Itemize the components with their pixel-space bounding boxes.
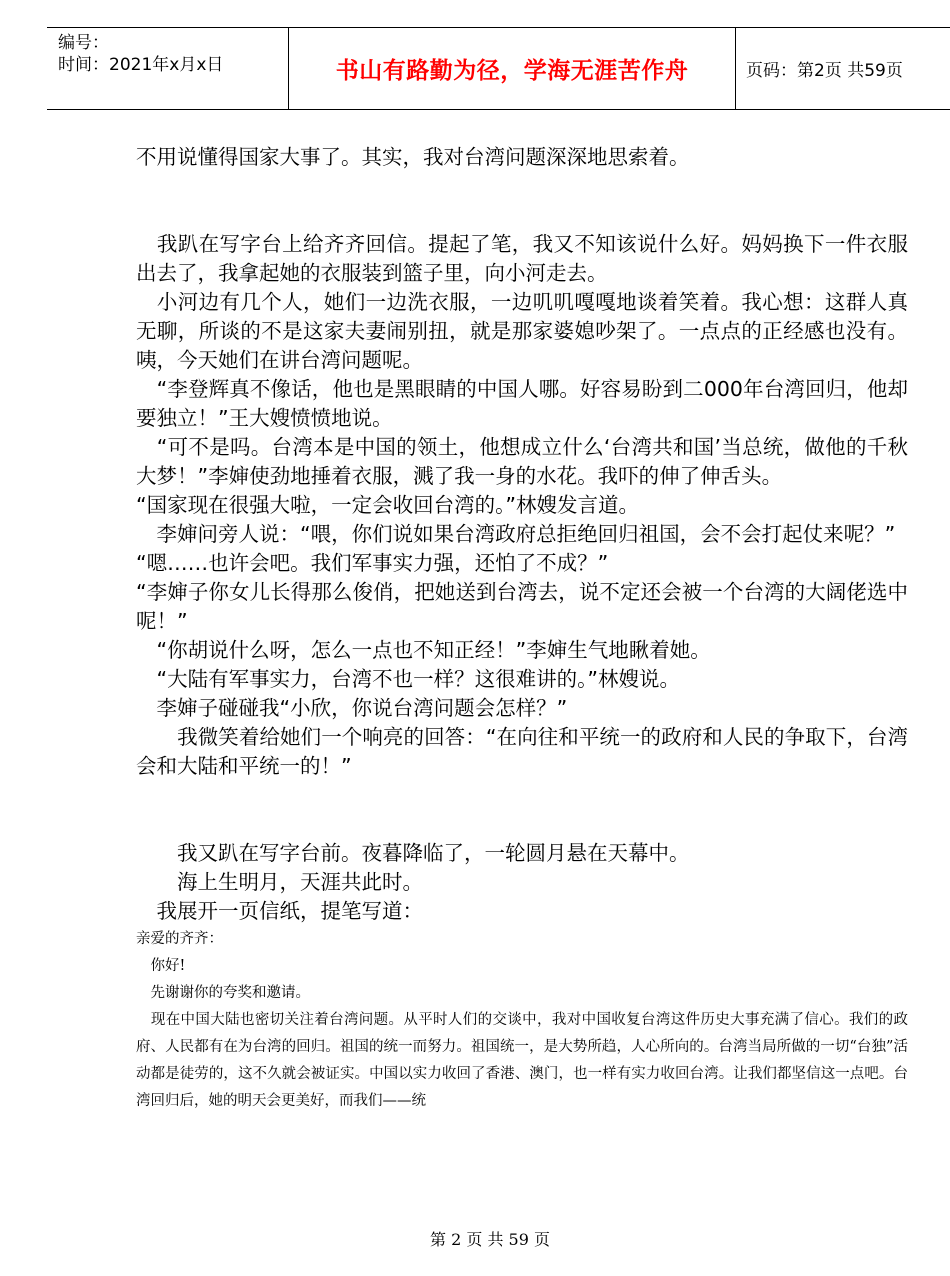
body-paragraph: 不用说懂得国家大事了。其实，我对台湾问题深深地思索着。 — [136, 145, 690, 169]
body-paragraph: “你胡说什么呀，怎么一点也不知正经！”李婶生气地瞅着她。 — [136, 638, 711, 662]
letter-salutation: 亲爱的齐齐： — [136, 931, 223, 947]
header-page-label: 页码：第2页 共59页 — [746, 61, 903, 81]
body-paragraph: “大陆有军事实力，台湾不也一样？这很难讲的。”林嫂说。 — [136, 667, 680, 691]
body-paragraph: 我趴在写字台上给齐齐回信。提起了笔，我又不知该说什么好。妈妈换下一件衣服出去了，我拿起她的衣服装到篮子里，向小河走去。 — [136, 232, 908, 285]
letter-thanks: 先谢谢你的夸奖和邀请。 — [136, 985, 310, 1001]
number-label: 编号： — [58, 33, 109, 53]
body-paragraph: “李婶子你女儿长得那么俊俏，把她送到台湾去，说不定还会被一个台湾的大阔佬选中呢！” — [136, 580, 908, 633]
body-paragraph: 李婶问旁人说：“喂，你们说如果台湾政府总拒绝回归祖国，会不会打起仗来呢？” — [136, 522, 896, 546]
body-paragraph: 我又趴在写字台前。夜暮降临了，一轮圆月悬在天幕中。 — [136, 841, 690, 865]
body-paragraph: 我展开一页信纸，提笔写道： — [136, 899, 423, 923]
body-paragraph: 海上生明月，天涯共此时。 — [136, 870, 423, 894]
letter-text: 现在中国大陆也密切关注着台湾问题。从平时人们的交谈中，我对中国收复台湾这件历史大事充满了信心。我们的政府、人民都有在为台湾的回归。祖国的统一而努力。祖国统一，是大势所趋，人心所向的。台湾当局所做的一切“台独”活动都是徒劳的，这不久就会被证实。中国以实力收回了香港、澳门，也一样有实力收回台湾。让我们都坚信这一点吧。台湾回归后，她的明天会更美好，而我们——统 — [136, 1012, 908, 1109]
body-paragraph: 小河边有几个人，她们一边洗衣服，一边叽叽嘎嘎地谈着笑着。我心想：这群人真无聊，所谈的不是这家夫妻闹别扭，就是那家婆媳吵架了。一点点的正经感也没有。咦，今天她们在讲台湾问题呢。 — [136, 290, 908, 372]
header-motto: 书山有路勤为径，学海无涯苦作舟 — [289, 28, 736, 109]
document-body — [136, 143, 908, 1115]
body-paragraph: “嗯……也许会吧。我们军事实力强，还怕了不成？” — [136, 551, 609, 575]
body-paragraph: “国家现在很强大啦，一定会收回台湾的。”林嫂发言道。 — [136, 493, 639, 517]
page-header — [47, 27, 950, 110]
body-paragraph: “可不是吗。台湾本是中国的领土，他想成立什么‘台湾共和国’当总统，做他的千秋大梦！”李婶使劲地捶着衣服，溅了我一身的水花。我吓的伸了伸舌头。 — [136, 435, 908, 488]
body-paragraph: “李登辉真不像话，他也是黑眼睛的中国人哪。好容易盼到二000年台湾回归，他却要独立！”王大嫂愤愤地说。 — [136, 377, 908, 430]
body-paragraph: 我微笑着给她们一个响亮的回答：“在向往和平统一的政府和人民的争取下，台湾会和大陆和平统一的！” — [136, 725, 908, 778]
header-meta — [47, 28, 289, 109]
page-footer: 第 2 页 共 59 页 — [430, 1230, 550, 1249]
letter-greeting: 你好! — [136, 958, 186, 974]
body-paragraph: 李婶子碰碰我“小欣，你说台湾问题会怎样？” — [136, 696, 568, 720]
time-label: 时间：2021年x月x日 — [58, 55, 224, 75]
